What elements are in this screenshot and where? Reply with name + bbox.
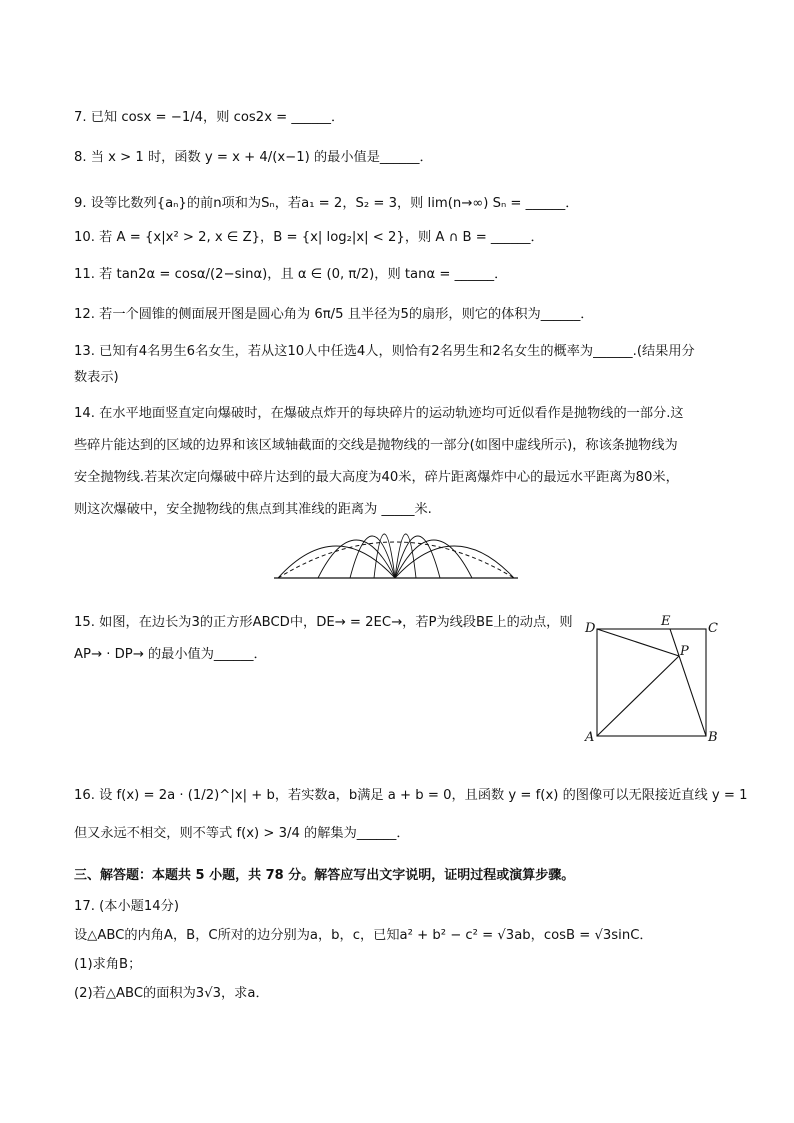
question-14-line-1: 14. 在水平地面竖直定向爆破时，在爆破点炸开的每块碎片的运动轨迹均可近似看作是抛物线的一部分.这 xyxy=(74,406,684,421)
question-11 xyxy=(74,265,724,285)
question-14-line-4: 则这次爆破中，安全抛物线的焦点到其准线的距离为 _____米. xyxy=(74,502,432,517)
square-abcd-figure xyxy=(582,612,722,746)
question-9 xyxy=(74,194,724,214)
question-17-part-2: (2)若△ABC的面积为3√3，求a． xyxy=(74,986,269,1001)
question-14-line-3: 安全抛物线.若某次定向爆破中碎片达到的最大高度为40米，碎片距离爆炸中心的最远水平距离为80米， xyxy=(74,470,679,485)
question-8 xyxy=(74,148,724,168)
label-c: C xyxy=(708,621,718,636)
question-8-text: 8. 当 x > 1 时，函数 y = x + 4/(x−1) 的最小值是______． xyxy=(74,150,433,165)
question-12 xyxy=(74,305,724,325)
question-17-head: 17. (本小题14分) xyxy=(74,899,179,914)
question-16 xyxy=(74,786,748,844)
label-d: D xyxy=(585,621,596,636)
question-15-line-1: 15. 如图，在边长为3的正方形ABCD中，DE→ = 2EC→，若P为线段BE上的动点，则 xyxy=(74,615,573,630)
question-17-stem: 设△ABC的内角A，B，C所对的边分别为a，b，c，已知a² + b² − c² = √3ab，cosB = √3sinC． xyxy=(74,928,653,943)
trajectory-curves xyxy=(278,534,514,578)
question-13 xyxy=(74,342,724,388)
question-15 xyxy=(74,613,574,665)
blast-parabola-figure xyxy=(270,520,520,582)
question-10 xyxy=(74,228,724,248)
segment-ap xyxy=(597,656,679,736)
question-13-line-2: 数表示) xyxy=(74,370,119,385)
question-9-text: 9. 设等比数列{aₙ}的前n项和为Sₙ，若a₁ = 2，S₂ = 3，则 lim(n→∞) Sₙ = ______． xyxy=(74,196,579,211)
question-14 xyxy=(74,404,724,520)
question-11-text: 11. 若 tan2α = cosα/(2−sinα)，且 α ∈ (0, π/2)，则 tanα = ______． xyxy=(74,267,508,282)
question-10-text: 10. 若 A = {x|x² > 2, x ∈ Z}，B = {x| log₂|x| < 2}，则 A ∩ B = ______． xyxy=(74,230,544,245)
question-14-line-2: 些碎片能达到的区域的边界和该区域轴截面的交线是抛物线的一部分(如图中虚线所示)，称该条抛物线为 xyxy=(74,438,678,453)
question-16-line-2: 但又永远不相交，则不等式 f(x) > 3/4 的解集为______． xyxy=(74,826,410,841)
question-16-line-1: 16. 设 f(x) = 2a · (1/2)^|x| + b，若实数a，b满足 a + b = 0，且函数 y = f(x) 的图像可以无限接近直线 y = 1 xyxy=(74,788,748,803)
label-e: E xyxy=(661,614,671,629)
segment-dp xyxy=(597,629,679,656)
label-b: B xyxy=(708,730,718,745)
label-a: A xyxy=(585,730,595,745)
question-7-text: 7. 已知 cosx = −1/4，则 cos2x = ______． xyxy=(74,110,345,125)
question-17-part-1: (1)求角B； xyxy=(74,957,142,972)
question-7 xyxy=(74,108,724,128)
section-3-heading: 三、解答题：本题共 5 小题，共 78 分。解答应写出文字说明，证明过程或演算步骤。 xyxy=(74,868,575,883)
question-12-text: 12. 若一个圆锥的侧面展开图是圆心角为 6π/5 且半径为5的扇形，则它的体积为______． xyxy=(74,307,594,322)
question-15-line-2: AP→ · DP→ 的最小值为______． xyxy=(74,647,267,662)
question-13-line-1: 13. 已知有4名男生6名女生，若从这10人中任选4人，则恰有2名男生和2名女生的概率为______.(结果用分 xyxy=(74,344,695,359)
label-p: P xyxy=(680,644,689,659)
question-17 xyxy=(74,897,724,1004)
